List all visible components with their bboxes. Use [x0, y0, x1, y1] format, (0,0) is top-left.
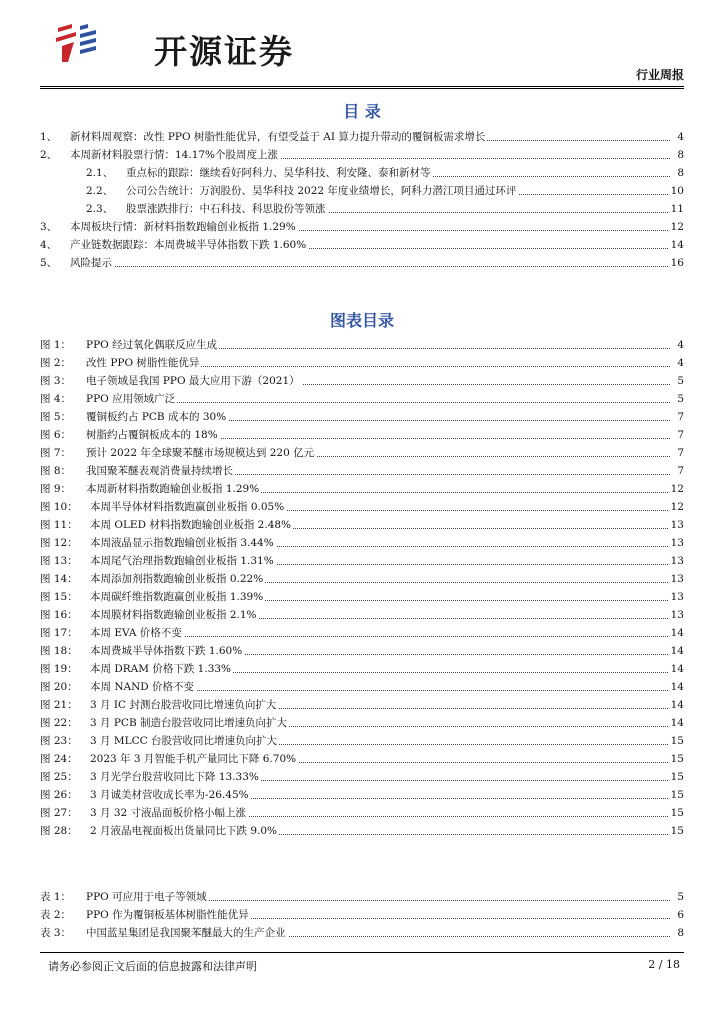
figure-item-page: 12	[669, 498, 684, 516]
table-item-text: PPO 作为覆铜板基体树脂性能优异	[86, 906, 251, 924]
figure-item[interactable]	[40, 588, 684, 606]
figure-item-text: 本周碳纤维指数跑赢创业板指 1.39%	[90, 588, 265, 606]
brand-logo-icon	[52, 22, 102, 66]
figure-item-text: 本周膜材料指数跑输创业板指 2.1%	[90, 606, 259, 624]
legal-disclaimer: 请务必参阅正文后面的信息披露和法律声明	[48, 960, 257, 973]
table-item-number: 表 2：	[40, 909, 72, 921]
table-item[interactable]	[40, 924, 684, 942]
toc-item-number: 2.2、	[86, 185, 114, 197]
figure-item-page: 15	[669, 732, 684, 750]
table-item-page: 5	[675, 888, 684, 906]
table-item-page: 6	[675, 906, 684, 924]
figure-item-number: 图 9：	[40, 483, 72, 495]
report-type: 行业周报	[635, 68, 684, 82]
toc-item-page: 14	[669, 236, 684, 254]
figure-item-number: 图 7：	[40, 447, 72, 459]
toc-item-number: 1、	[40, 131, 58, 143]
figure-item[interactable]	[40, 570, 684, 588]
figure-item-number: 图 10：	[40, 501, 78, 513]
figure-item-text: 本周尾气治理指数跑输创业板指 1.31%	[90, 552, 276, 570]
figure-item-page: 7	[675, 426, 684, 444]
figure-item-page: 14	[669, 660, 684, 678]
dot-leader	[70, 266, 670, 267]
figure-item-page: 7	[675, 444, 684, 462]
figure-item-number: 图 23：	[40, 735, 78, 747]
figure-item-text: 本周新材料指数跑输创业板指 1.29%	[86, 480, 261, 498]
figure-item-page: 15	[669, 786, 684, 804]
toc-item-page: 4	[675, 128, 684, 146]
figure-item[interactable]	[40, 750, 684, 768]
table-item-text: 中国蓝星集团是我国聚苯醚最大的生产企业	[86, 924, 288, 942]
figure-item-text: 本周半导体材料指数跑赢创业板指 0.05%	[90, 498, 286, 516]
figure-item-text: 覆铜板约占 PCB 成本的 30%	[86, 408, 228, 426]
toc-item[interactable]	[40, 164, 684, 182]
figure-item[interactable]	[40, 462, 684, 480]
header-divider	[40, 86, 684, 89]
toc-item-page: 10	[669, 182, 684, 200]
toc-item-page: 12	[669, 218, 684, 236]
figure-item-number: 图 12：	[40, 537, 78, 549]
figure-item-text: 本周液晶显示指数跑输创业板指 3.44%	[90, 534, 276, 552]
figure-item-page: 13	[669, 606, 684, 624]
toc-item-text: 新材料周观察：改性 PPO 树脂性能优异，有望受益于 AI 算力提升带动的覆铜板需求增长	[70, 128, 487, 146]
brand-name: 开源证券	[154, 32, 294, 71]
figure-item[interactable]	[40, 606, 684, 624]
toc-item-page: 8	[675, 164, 684, 182]
figure-item-page: 13	[669, 552, 684, 570]
figure-item-text: PPO 经过氧化偶联反应生成	[86, 336, 219, 354]
figure-item-page: 7	[675, 408, 684, 426]
figure-item-number: 图 5：	[40, 411, 72, 423]
figure-item-text: 改性 PPO 树脂性能优异	[86, 354, 201, 372]
figure-item-number: 图 1：	[40, 339, 72, 351]
figure-item[interactable]	[40, 426, 684, 444]
figure-item[interactable]	[40, 336, 684, 354]
figure-item-text: 本周添加剂指数跑输创业板指 0.22%	[90, 570, 265, 588]
figure-item-number: 图 15：	[40, 591, 78, 603]
figure-item[interactable]	[40, 372, 684, 390]
figures-title: 图表目录	[329, 311, 394, 330]
table-item[interactable]	[40, 906, 684, 924]
figure-item-text: 3 月光学台股营收同比下降 13.33%	[90, 768, 261, 786]
figure-item[interactable]	[40, 354, 684, 372]
figure-item-page: 15	[669, 822, 684, 840]
footer-divider	[40, 952, 684, 953]
toc-item-page: 8	[675, 146, 684, 164]
table-item-number: 表 3：	[40, 927, 72, 939]
table-item-number: 表 1：	[40, 891, 72, 903]
figure-item-page: 5	[675, 372, 684, 390]
toc-item-number: 4、	[40, 239, 58, 251]
toc-item-text: 重点标的跟踪：继续看好阿科力、昊华科技、利安隆、泰和新材等	[126, 164, 433, 182]
figure-item-text: 本周 EVA 价格不变	[90, 624, 184, 642]
figure-item[interactable]	[40, 786, 684, 804]
figure-item-number: 图 8：	[40, 465, 72, 477]
table-item[interactable]	[40, 888, 684, 906]
figure-item-text: 本周费城半导体指数下跌 1.60%	[90, 642, 244, 660]
figure-item-page: 4	[675, 354, 684, 372]
figure-item[interactable]	[40, 444, 684, 462]
figure-item[interactable]	[40, 714, 684, 732]
figure-item-text: 电子领域是我国 PPO 最大应用下游（2021）	[86, 372, 302, 390]
toc-item-text: 本周新材料股票行情：14.17%个股周度上涨	[70, 146, 280, 164]
figure-item-page: 15	[669, 804, 684, 822]
toc-item-page: 11	[669, 200, 684, 218]
figure-item-number: 图 2：	[40, 357, 72, 369]
toc-item[interactable]	[40, 236, 684, 254]
figure-item-number: 图 13：	[40, 555, 78, 567]
figure-item[interactable]	[40, 498, 684, 516]
toc-item-page: 16	[669, 254, 684, 272]
figure-item-page: 12	[669, 480, 684, 498]
toc-list	[40, 128, 684, 272]
page-header	[40, 14, 684, 84]
figure-item-page: 15	[669, 750, 684, 768]
figure-item-number: 图 11：	[40, 519, 78, 531]
figure-item-number: 图 14：	[40, 573, 78, 585]
figure-item-text: 3 月 MLCC 台股营收同比增速负向扩大	[90, 732, 279, 750]
figure-item-number: 图 16：	[40, 609, 78, 621]
figure-item-number: 图 26：	[40, 789, 78, 801]
figure-item-page: 5	[675, 390, 684, 408]
table-list	[40, 888, 684, 942]
toc-item-text: 本周板块行情：新材料指数跑输创业板指 1.29%	[70, 218, 298, 236]
figure-item-number: 图 4：	[40, 393, 72, 405]
figure-item[interactable]	[40, 408, 684, 426]
figure-item-page: 13	[669, 534, 684, 552]
figure-item-page: 14	[669, 624, 684, 642]
toc-item[interactable]	[40, 200, 684, 218]
figure-item[interactable]	[40, 768, 684, 786]
figure-item-page: 13	[669, 516, 684, 534]
figure-item-number: 图 25：	[40, 771, 78, 783]
figure-item[interactable]	[40, 552, 684, 570]
figure-item-number: 图 20：	[40, 681, 78, 693]
figure-item-number: 图 3：	[40, 375, 72, 387]
figure-item[interactable]	[40, 534, 684, 552]
figure-item[interactable]	[40, 480, 684, 498]
toc-item-number: 2.1、	[86, 167, 114, 179]
figure-item[interactable]	[40, 660, 684, 678]
figure-item-page: 15	[669, 768, 684, 786]
figure-item-number: 图 22：	[40, 717, 78, 729]
figure-item-page: 14	[669, 714, 684, 732]
figure-item[interactable]	[40, 390, 684, 408]
figure-item-page: 7	[675, 462, 684, 480]
figure-item[interactable]	[40, 642, 684, 660]
figure-item-page: 4	[675, 336, 684, 354]
figure-item[interactable]	[40, 822, 684, 840]
figure-item-page: 14	[669, 678, 684, 696]
toc-item[interactable]	[40, 146, 684, 164]
figure-item-text: 本周 OLED 材料指数跑输创业板指 2.48%	[90, 516, 293, 534]
figure-item-number: 图 18：	[40, 645, 78, 657]
figure-item[interactable]	[40, 804, 684, 822]
toc-item-number: 5、	[40, 257, 58, 269]
toc-item[interactable]	[40, 128, 684, 146]
toc-item-text: 产业链数据跟踪：本周费城半导体指数下跌 1.60%	[70, 236, 308, 254]
figure-item-page: 13	[669, 588, 684, 606]
figure-item-text: 3 月 32 寸液晶面板价格小幅上涨	[90, 804, 248, 822]
toc-item-number: 2、	[40, 149, 58, 161]
figure-item[interactable]	[40, 516, 684, 534]
toc-item-number: 3、	[40, 221, 58, 233]
figure-item[interactable]	[40, 732, 684, 750]
figure-item-number: 图 17：	[40, 627, 78, 639]
toc-title: 目 录	[343, 102, 381, 121]
figure-list	[40, 336, 684, 840]
figure-item-number: 图 24：	[40, 753, 78, 765]
table-item-page: 8	[675, 924, 684, 942]
figure-item-page: 14	[669, 642, 684, 660]
figure-item-number: 图 28：	[40, 825, 78, 837]
figure-item-text: 2023 年 3 月智能手机产量同比下降 6.70%	[90, 750, 298, 768]
toc-item[interactable]	[40, 182, 684, 200]
toc-item[interactable]	[40, 254, 684, 272]
toc-item-text: 风险提示	[70, 254, 114, 272]
figure-item-number: 图 6：	[40, 429, 72, 441]
figure-item-text: 本周 NAND 价格不变	[90, 678, 196, 696]
figure-item-text: 本周 DRAM 价格下跌 1.33%	[90, 660, 233, 678]
toc-item[interactable]	[40, 218, 684, 236]
figure-item-text: 3 月诚美材营收成长率为-26.45%	[90, 786, 251, 804]
figure-item-text: 预计 2022 年全球聚苯醚市场规模达到 220 亿元	[86, 444, 316, 462]
figure-item-number: 图 21：	[40, 699, 78, 711]
toc-item-text: 公司公告统计：万润股份、昊华科技 2022 年度业绩增长，阿科力潜江项目通过环评	[126, 182, 518, 200]
figure-item-text: PPO 应用领域广泛	[86, 390, 177, 408]
figure-item[interactable]	[40, 696, 684, 714]
figure-item-text: 3 月 IC 封测台股营收同比增速负向扩大	[90, 696, 278, 714]
page-number: 2 / 18	[648, 958, 680, 971]
figure-item-page: 14	[669, 696, 684, 714]
figure-item[interactable]	[40, 624, 684, 642]
figure-item-number: 图 27：	[40, 807, 78, 819]
figure-item[interactable]	[40, 678, 684, 696]
figure-item-page: 13	[669, 570, 684, 588]
table-item-text: PPO 可应用于电子等领域	[86, 888, 209, 906]
figure-item-number: 图 19：	[40, 663, 78, 675]
figure-item-text: 我国聚苯醚表观消费量持续增长	[86, 462, 235, 480]
toc-item-text: 股票涨跌排行：中石科技、科思股份等领涨	[126, 200, 328, 218]
figure-item-text: 3 月 PCB 制造台股营收同比增速负向扩大	[90, 714, 289, 732]
toc-item-number: 2.3、	[86, 203, 114, 215]
figure-item-text: 树脂约占覆铜板成本的 18%	[86, 426, 220, 444]
figure-item-text: 2 月液晶电视面板出货量同比下跌 9.0%	[90, 822, 279, 840]
